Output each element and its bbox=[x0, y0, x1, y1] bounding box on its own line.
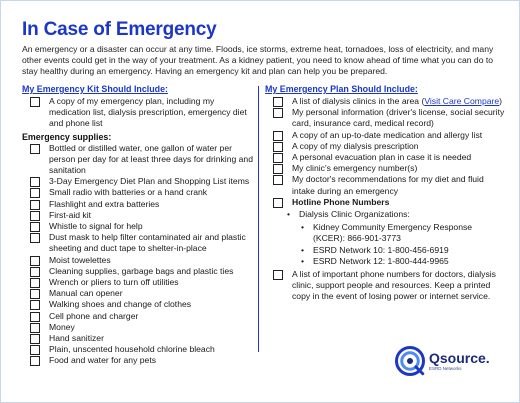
checklist-item-text: My doctor's recommendations for my diet and fluid intake during an emergency bbox=[292, 174, 484, 196]
checkbox[interactable] bbox=[30, 323, 40, 333]
checkbox[interactable] bbox=[30, 267, 40, 277]
emergency-plan-section bbox=[265, 84, 505, 303]
logo-name: Qsource. bbox=[429, 349, 490, 366]
hotline-number: • ESRD Network 12: 1-800-444-9965 bbox=[301, 256, 505, 268]
plan-item-text-close: ) bbox=[499, 96, 503, 106]
checkbox[interactable] bbox=[273, 108, 283, 118]
plan-item bbox=[265, 130, 505, 141]
checklist-item-text: Wrench or pliers to turn off utilities bbox=[49, 277, 179, 288]
qsource-logo-icon bbox=[395, 346, 425, 376]
hotline-item bbox=[265, 197, 505, 208]
checkbox[interactable] bbox=[30, 312, 40, 322]
supply-item bbox=[22, 255, 254, 266]
logo-sub: ESRD Networks bbox=[429, 365, 462, 371]
checkbox[interactable] bbox=[30, 144, 40, 154]
qsource-logo bbox=[395, 346, 490, 376]
checklist-item-text: Flashlight and extra batteries bbox=[49, 198, 160, 209]
checklist-item-text: A personal evacuation plan in case it is needed bbox=[292, 152, 472, 163]
checkbox[interactable] bbox=[30, 345, 40, 355]
care-compare-link[interactable]: Visit Care Compare bbox=[424, 96, 500, 106]
hotline-heading: Hotline Phone Numbers bbox=[292, 196, 390, 207]
checklist-item-text: Small radio with batteries or a hand crank bbox=[49, 187, 208, 198]
supply-item bbox=[22, 143, 254, 177]
checklist-item-text: Bottled or distilled water, one gallon of water per person per day for at least three days for drinking and sanitation bbox=[49, 142, 253, 176]
checkbox[interactable] bbox=[30, 256, 40, 266]
checkbox[interactable] bbox=[30, 334, 40, 344]
supply-item bbox=[22, 221, 254, 232]
checklist-item-text: Cleaning supplies, garbage bags and plastic ties bbox=[49, 265, 234, 276]
intro-paragraph: An emergency or a disaster can occur at any time. Floods, ice storms, extreme heat, tornadoes, loss of electricity, and many other events could get in the way of your treatment. As a kidney patient, you need to know ahead of time what you can do to stay healthy during an emergency. Having an emergency kit and plan can help you be prepared. bbox=[22, 44, 494, 77]
supply-item bbox=[22, 311, 254, 322]
checkbox[interactable] bbox=[273, 198, 283, 208]
supply-item bbox=[22, 288, 254, 299]
checkbox[interactable] bbox=[273, 131, 283, 141]
checkbox[interactable] bbox=[30, 233, 40, 243]
supply-item bbox=[22, 299, 254, 310]
checklist-item-text: Manual can opener bbox=[49, 288, 123, 299]
supply-item bbox=[22, 355, 254, 366]
checklist-item-text: A copy of my emergency plan, including my medication list, dialysis prescription, emergency diet and phone list bbox=[49, 96, 247, 129]
checklist-item-text: Hand sanitizer bbox=[49, 333, 104, 344]
clinic-orgs-label: • Dialysis Clinic Organizations: • Kidney Community Emergency Response (KCER): 866-901-3773 • ESRD Network 10: 1-800-456-6919 • ESRD Network 12: 1-800-444-9965 bbox=[287, 209, 505, 268]
checkbox[interactable] bbox=[30, 278, 40, 288]
checkbox[interactable] bbox=[273, 164, 283, 174]
checkbox[interactable] bbox=[30, 211, 40, 221]
supplies-heading: Emergency supplies: bbox=[22, 131, 112, 142]
emergency-kit-section bbox=[22, 84, 254, 367]
supply-item bbox=[22, 232, 254, 254]
plan-item bbox=[265, 163, 505, 174]
checkbox[interactable] bbox=[30, 188, 40, 198]
checklist-item-text: My personal information (driver's license, social security card, insurance card, medical record) bbox=[292, 107, 505, 129]
checklist-item-text: Food and water for any pets bbox=[49, 355, 157, 366]
checkbox[interactable] bbox=[273, 97, 283, 107]
hotline-number: • ESRD Network 10: 1-800-456-6919 bbox=[301, 245, 505, 257]
checklist-item-text: First-aid kit bbox=[49, 209, 92, 220]
kit-top-list bbox=[22, 96, 254, 130]
checkbox[interactable] bbox=[30, 177, 40, 187]
supply-item bbox=[22, 277, 254, 288]
checkbox[interactable] bbox=[30, 356, 40, 366]
supply-item bbox=[22, 199, 254, 210]
supply-item bbox=[22, 344, 254, 355]
checkbox[interactable] bbox=[273, 153, 283, 163]
checkbox[interactable] bbox=[30, 289, 40, 299]
column-divider bbox=[258, 86, 259, 352]
plan-item bbox=[265, 107, 505, 129]
checklist-item-text: Plain, unscented household chlorine bleach bbox=[49, 344, 215, 355]
plan-item-text: A list of dialysis clinics in the area ( bbox=[292, 96, 425, 106]
supply-item bbox=[22, 210, 254, 221]
hotline-number: • Kidney Community Emergency Response (KCER): 866-901-3773 bbox=[301, 222, 505, 245]
checklist-item-text: A copy of my dialysis prescription bbox=[292, 140, 419, 151]
checklist-item-text: A copy of an up-to-date medication and allergy list bbox=[292, 129, 483, 140]
hotline-numbers bbox=[301, 222, 505, 268]
plan-item-phone-numbers bbox=[265, 269, 505, 303]
plan-item bbox=[265, 174, 505, 196]
supplies-list bbox=[22, 143, 254, 367]
supply-item bbox=[22, 322, 254, 333]
checkbox[interactable] bbox=[30, 222, 40, 232]
checklist-item-text: 3-Day Emergency Diet Plan and Shopping List items bbox=[49, 176, 250, 187]
kit-heading: My Emergency Kit Should Include: bbox=[22, 84, 168, 94]
plan-item-clinic-list bbox=[265, 96, 505, 107]
plan-item-text: A list of important phone numbers for doctors, dialysis clinic, support people and resources. Keep a printed copy in the event of losing power or internet service. bbox=[292, 269, 496, 302]
checkbox[interactable] bbox=[30, 97, 40, 107]
plan-item bbox=[265, 152, 505, 163]
checklist-item-text: Money bbox=[49, 321, 75, 332]
plan-list bbox=[265, 107, 505, 197]
checkbox[interactable] bbox=[30, 200, 40, 210]
hotline-list bbox=[287, 209, 505, 268]
supply-item bbox=[22, 333, 254, 344]
plan-heading: My Emergency Plan Should Include: bbox=[265, 84, 418, 94]
checklist-item-text: My clinic's emergency number(s) bbox=[292, 163, 418, 174]
kit-item bbox=[22, 96, 254, 130]
checkbox[interactable] bbox=[30, 300, 40, 310]
checkbox[interactable] bbox=[273, 270, 283, 280]
checkbox[interactable] bbox=[273, 142, 283, 152]
checklist-item-text: Moist towelettes bbox=[49, 254, 111, 265]
checkbox[interactable] bbox=[273, 175, 283, 185]
supply-item bbox=[22, 176, 254, 187]
supply-item bbox=[22, 266, 254, 277]
checklist-item-text: Dust mask to help filter contaminated air and plastic sheeting and duct tape to shelter-in-place bbox=[49, 232, 246, 254]
checklist-item-text: Cell phone and charger bbox=[49, 310, 139, 321]
plan-item bbox=[265, 141, 505, 152]
supply-item bbox=[22, 187, 254, 198]
checklist-item-text: Walking shoes and change of clothes bbox=[49, 299, 192, 310]
page-title: In Case of Emergency bbox=[22, 19, 217, 40]
checklist-item-text: Whistle to signal for help bbox=[49, 221, 143, 232]
